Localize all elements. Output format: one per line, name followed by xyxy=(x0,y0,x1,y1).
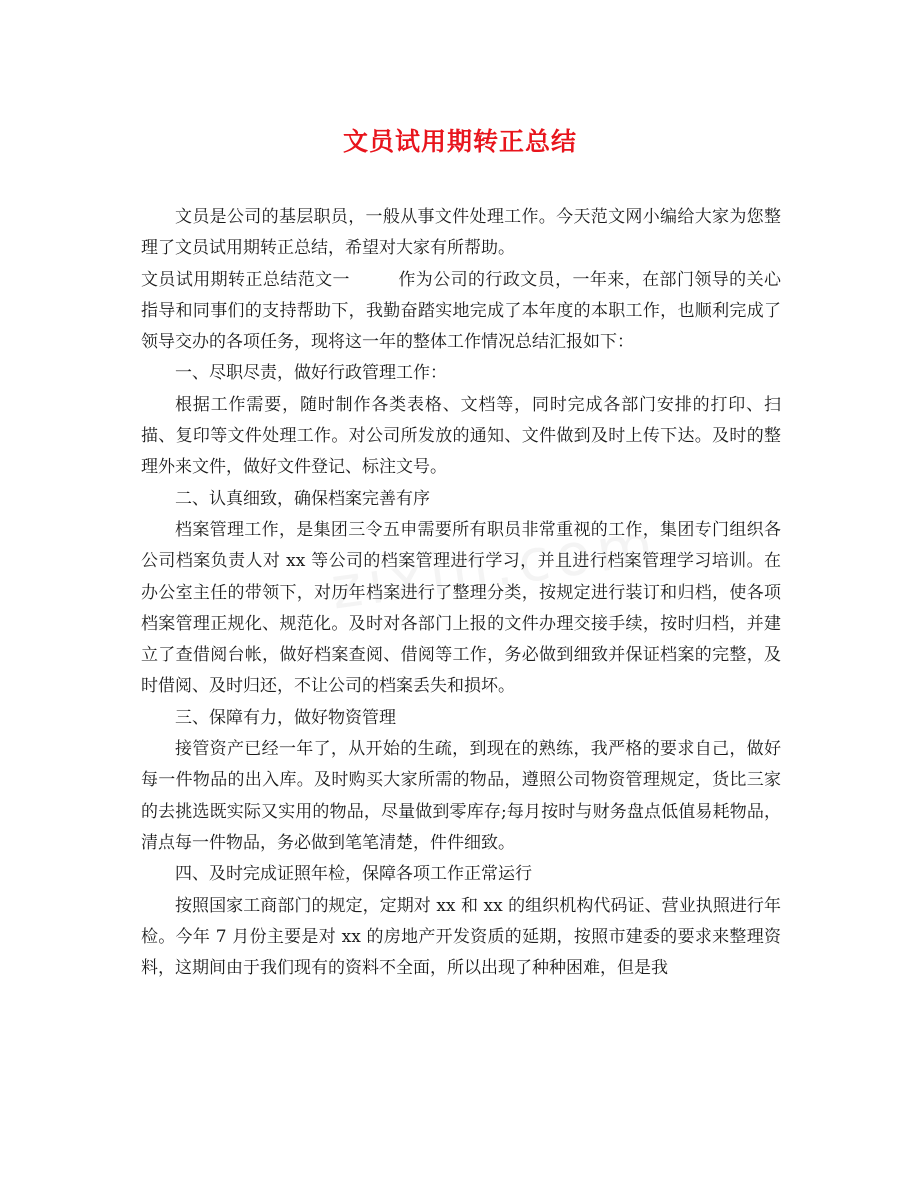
intro-paragraph: 文员是公司的基层职员，一般从事文件处理工作。今天范文网小编给大家为您整理了文员试用期转正总结，希望对大家有所帮助。 xyxy=(141,207,781,259)
section-body-4: 按照国家工商部门的规定，定期对 xx 和 xx 的组织机构代码证、营业执照进行年检。今年 7 月份主要是对 xx 的房地产开发资质的延期，按照市建委的要求来整理资料，这期间由于我们现有的资料不全面，所以出现了种种困难，但是我 xyxy=(141,895,781,979)
document-body xyxy=(141,202,781,984)
section-heading-4: 四、及时完成证照年检，保障各项工作正常运行 xyxy=(175,864,532,885)
section-body-2: 档案管理工作，是集团三令五申需要所有职员非常重视的工作，集团专门组织各公司档案负责人对 xx 等公司的档案管理进行学习，并且进行档案管理学习培训。在办公室主任的带领下，对历年档案进行了整理分类，按规定进行装订和归档，使各项档案管理正规化、规范化。及时对各部门上报的文件办理交接手续，按时归档，并建立了查借阅台帐，做好档案查阅、借阅等工作，务必做到细致并保证档案的完整，及时借阅、及时归还，不让公司的档案丢失和损坏。 xyxy=(141,519,781,697)
section-heading-1: 一、尽职尽责，做好行政管理工作： xyxy=(175,363,447,384)
section-heading-3: 三、保障有力，做好物资管理 xyxy=(175,707,396,728)
sample-intro-paragraph xyxy=(141,265,781,359)
page-title: 文员试用期转正总结 xyxy=(342,127,577,156)
sample-intro-text: 作为公司的行政文员，一年来，在部门领导的关心指导和同事们的支持帮助下，我勤奋踏实地完成了本年度的本职工作，也顺利完成了领导交办的各项任务，现将这一年的整体工作情况总结汇报如下： xyxy=(141,269,782,353)
section-heading-2: 二、认真细致，确保档案完善有序 xyxy=(175,488,430,509)
section-body-1: 根据工作需要，随时制作各类表格、文档等，同时完成各部门安排的打印、扫描、复印等文件处理工作。对公司所发放的通知、文件做到及时上传下达。及时的整理外来文件，做好文件登记、标注文号。 xyxy=(141,394,781,478)
section-body-3: 接管资产已经一年了，从开始的生疏，到现在的熟练，我严格的要求自己，做好每一件物品的出入库。及时购买大家所需的物品，遵照公司物资管理规定，货比三家的去挑选既实际又实用的物品，尽量做到零库存;每月按时与财务盘点低值易耗物品，清点每一件物品，务必做到笔笔清楚，件件细致。 xyxy=(141,739,781,853)
sample-label: 文员试用期转正总结范文一 xyxy=(141,269,350,290)
